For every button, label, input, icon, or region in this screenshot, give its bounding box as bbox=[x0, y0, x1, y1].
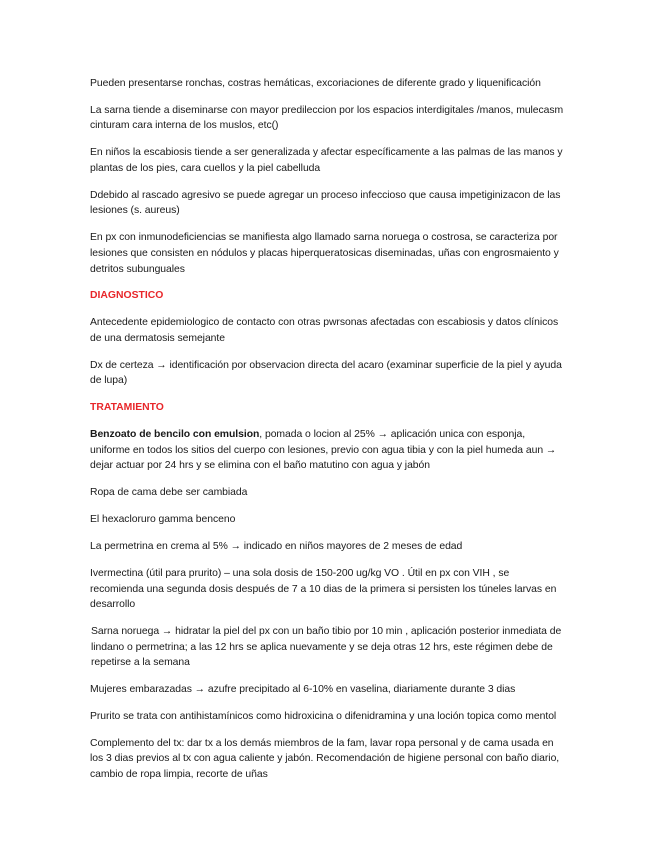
paragraph: Antecedente epidemiologico de contacto con otras pwrsonas afectadas con escabiosis y datos clínicos de una dermatosis semejante bbox=[90, 317, 559, 344]
paragraph: Ropa de cama debe ser cambiada bbox=[90, 487, 248, 499]
paragraph: Mujeres embarazadas → azufre precipitado al 6-10% en vaselina, diariamente durante 3 dias bbox=[90, 684, 516, 696]
paragraph: Pueden presentarse ronchas, costras hemáticas, excoriaciones de diferente grado y liquenificación bbox=[90, 78, 541, 89]
paragraph: El hexacloruro gamma benceno bbox=[90, 514, 236, 526]
paragraph: Ivermectina (útil para prurito) – una sola dosis de 150-200 ug/kg VO . Útil en px con VIH , se recomienda una segunda dosis después de 7 a 10 dias de la primera si persisten los túneles larvas en desarrollo bbox=[90, 567, 557, 611]
paragraph-benzoato bbox=[90, 427, 565, 474]
paragraph: La permetrina en crema al 5% → indicado en niños mayores de 2 meses de edad bbox=[90, 541, 463, 553]
paragraph: Complemento del tx: dar tx a los demás miembros de la fam, lavar ropa personal y de cama usada en los 3 dias previos al tx con agua caliente y jabón. Recomendación de higiene personal con baño diario, cambio de ropa limpia, recorte de uñas bbox=[90, 737, 560, 781]
document-body bbox=[90, 76, 565, 794]
paragraph-text: , pomada o locion al 25% → aplicación unica con esponja, uniforme en todos los sitios del cuerpo con lesiones, previo con agua tibia y con la piel humeda aun → dejar actuar por 24 hrs y se elimina con el baño matutino con agua y jabón bbox=[90, 429, 557, 472]
paragraph: Dx de certeza → identificación por observacion directa del acaro (examinar superficie de la piel y ayuda de lupa) bbox=[90, 359, 562, 387]
paragraph: Ddebido al rascado agresivo se puede agregar un proceso infeccioso que causa impetiginizacon de las lesiones (s. aureus) bbox=[90, 189, 561, 217]
paragraph: Sarna noruega → hidratar la piel del px con un baño tibio por 10 min , aplicación posterior inmediata de lindano o permetrina; a las 12 hrs se aplica nuevamente y se deja otras 12 hrs, este régimen debe de repetirse a la semana bbox=[91, 626, 562, 669]
paragraph: La sarna tiende a diseminarse con mayor predileccion por los espacios interdigitales /manos, mulecasm cinturam cara interna de los muslos, etc() bbox=[90, 104, 564, 132]
paragraph: Prurito se trata con antihistamínicos como hidroxicina o difenidramina y una loción topica como mentol bbox=[90, 710, 557, 722]
paragraph: En px con inmunodeficiencias se manifiesta algo llamado sarna noruega o costrosa, se caracteriza por lesiones que consisten en nódulos y placas hiperqueratosicas diseminadas, uñas con engrosmaiento y detritos subunguales bbox=[90, 232, 559, 275]
bold-term: Benzoato de bencilo con emulsion bbox=[90, 429, 260, 441]
paragraph: En niños la escabiosis tiende a ser generalizada y afectar específicamente a las palmas de las manos y plantas de los pies, cara cuellos y la piel cabelluda bbox=[90, 147, 563, 174]
section-heading-diagnostico: DIAGNOSTICO bbox=[90, 290, 164, 302]
section-heading-tratamiento: TRATAMIENTO bbox=[90, 402, 164, 414]
